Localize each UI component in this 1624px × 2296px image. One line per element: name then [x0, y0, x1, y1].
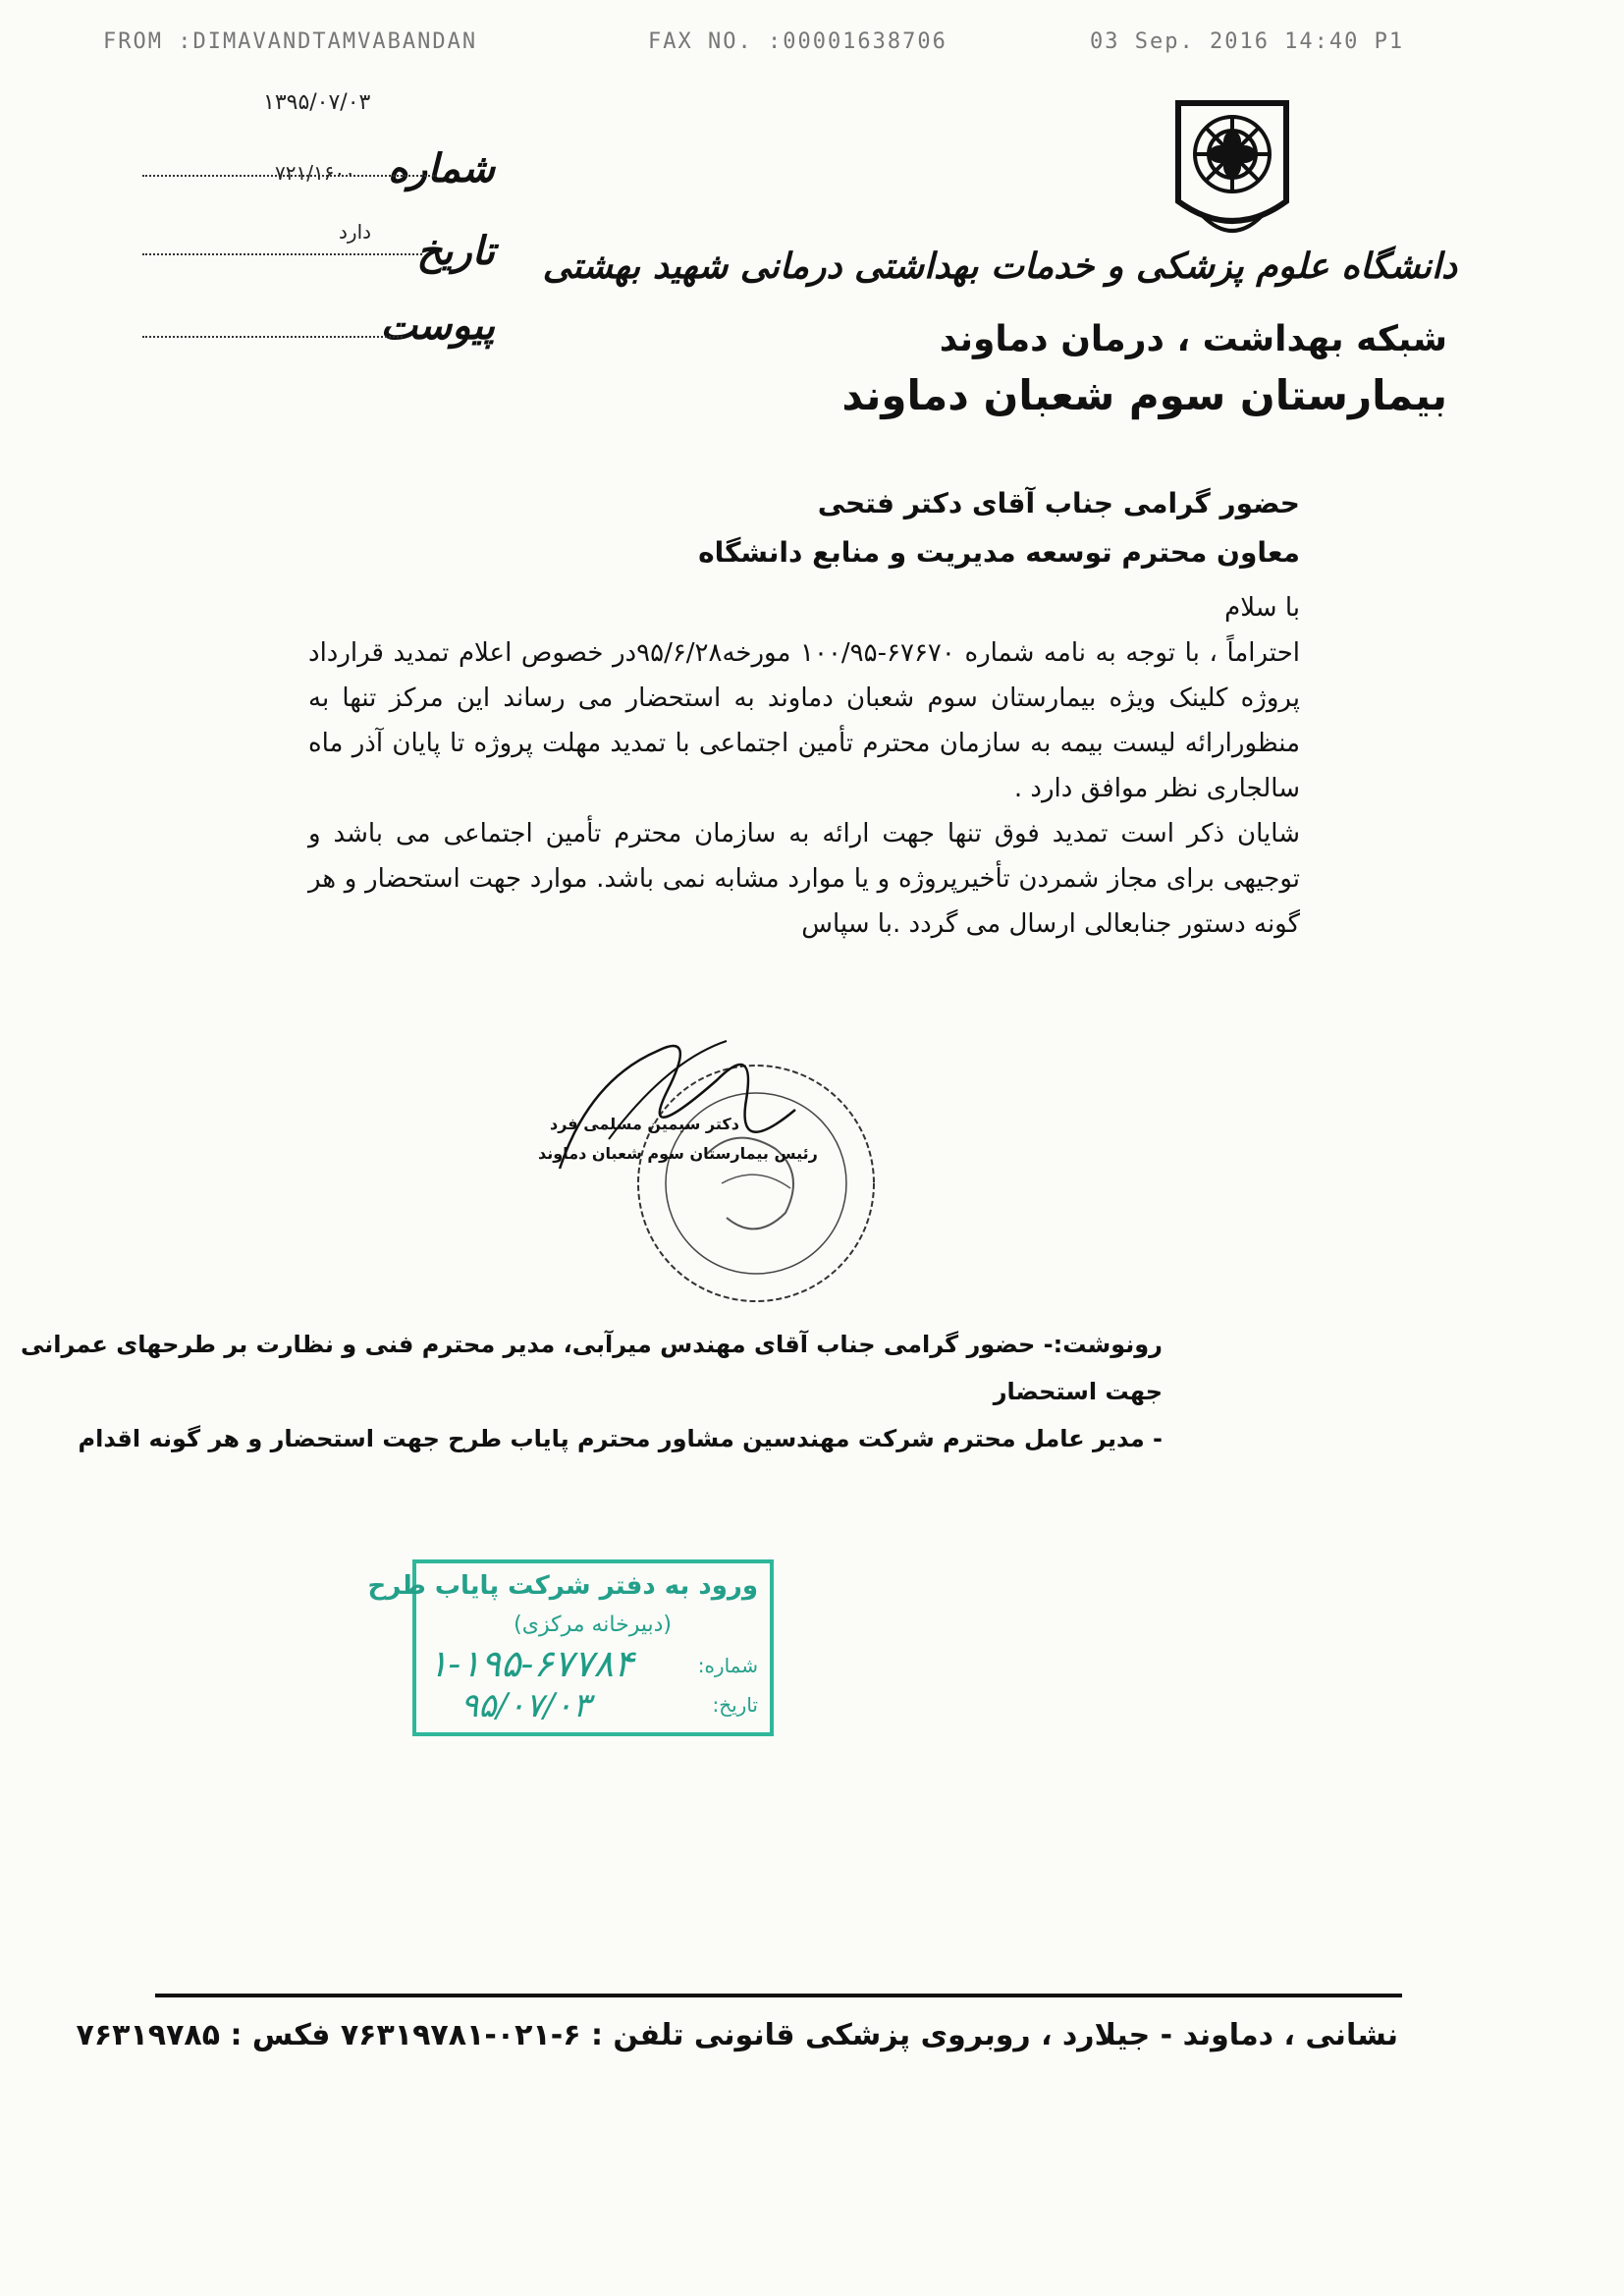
hospital-name: بیمارستان سوم شعبان دماوند	[841, 371, 1447, 419]
cc-line-3: - مدیر عامل محترم شرکت مهندسین مشاور محترم پایاب طرح جهت استحضار و هر گونه اقدام	[78, 1425, 1163, 1452]
attachment-label: پیوست	[380, 302, 495, 349]
stamp-number-label: شماره:	[697, 1654, 758, 1677]
fax-date: 03 Sep. 2016 14:40 P1	[1090, 29, 1405, 54]
stamp-subtitle: (دبیرخانه مرکزی)	[514, 1613, 672, 1637]
signer-title: رئیس بیمارستان سوم شعبان دماوند	[538, 1144, 818, 1163]
signature	[550, 1021, 805, 1188]
number-row	[388, 145, 495, 191]
stamp-number-value: ۱-۱۹۵-۶۷۷۸۴	[428, 1642, 634, 1685]
signer-name: دکتر سیمین مسلمی فرد	[550, 1115, 739, 1133]
addressee-line-2: معاون محترم توسعه مدیریت و منابع دانشگاه	[698, 536, 1300, 569]
attachment-row	[380, 302, 495, 349]
fax-number: FAX NO. :00001638706	[648, 29, 947, 54]
number-label: شماره	[387, 145, 495, 191]
university-logo	[1168, 93, 1296, 250]
network-name: شبکه بهداشت ، درمان دماوند	[939, 319, 1447, 359]
number-value: ۷۲۱/۱۶۰۰	[275, 161, 355, 185]
greeting: با سلام	[1224, 593, 1300, 623]
document-date: ۱۳۹۵/۰۷/۰۳	[263, 90, 371, 115]
cc-line-1: رونوشت:- حضور گرامی جناب آقای مهندس میرآبی، مدیر محترم فنی و نظارت بر طرحهای عمرانی	[20, 1331, 1163, 1358]
paragraph-2: شایان ذکر است تمدید فوق تنها جهت ارائه به سازمان محترم تأمین اجتماعی می باشد و توجیهی برای مجاز شمردن تأخیرپروژه و یا موارد مشابه نمی باشد. موارد جهت استحضار و هر گونه دستور جنابعالی ارسال می گردد .با سپاس	[308, 819, 1300, 939]
addressee-line-1: حضور گرامی جناب آقای دکتر فتحی	[817, 487, 1300, 519]
date-row	[416, 228, 495, 274]
letter-body	[308, 479, 1300, 947]
footer-address: نشانی ، دماوند - جیلارد ، روبروی پزشکی قانونی تلفن : ۶-۰۲۱-۷۶۳۱۹۷۸۱ فکس : ۷۶۳۱۹۷۸۵	[76, 2018, 1398, 2052]
fax-from: FROM :DIMAVANDTAMVABANDAN	[103, 29, 478, 54]
stamp-date-value: ۹۵/۰۷/۰۳	[460, 1686, 591, 1725]
cc-line-2: جهت استحضار	[993, 1378, 1163, 1405]
footer-divider	[155, 1994, 1402, 1997]
university-name: دانشگاه علوم پزشکی و خدمات بهداشتی درمانی شهید بهشتی	[542, 246, 1457, 287]
date-value: دارد	[339, 220, 372, 244]
fax-header	[0, 18, 1624, 57]
stamp-date-label: تاریخ:	[712, 1693, 758, 1717]
attachment-line	[142, 336, 403, 338]
date-label: تاریخ	[416, 228, 495, 274]
paragraph-1: احتراماً ، با توجه به نامه شماره ۶۷۶۷۰-۱۰۰/۹۵ مورخه۹۵/۶/۲۸در خصوص اعلام تمدید قرارداد پروژه کلینک ویژه بیمارستان سوم شعبان دماوند به استحضار می رساند این مرکز تنها به منظورارائه لیست بیمه به سازمان محترم تأمین اجتماعی با تمدید مهلت پروژه تا پایان آذر ماه سالجاری نظر موافق دارد .	[308, 638, 1300, 803]
cc-block	[20, 1321, 1163, 1462]
stamp-title: ورود به دفتر شرکت پایاب طرح	[367, 1571, 758, 1601]
receipt-stamp	[367, 1559, 774, 1736]
date-line	[142, 253, 422, 255]
